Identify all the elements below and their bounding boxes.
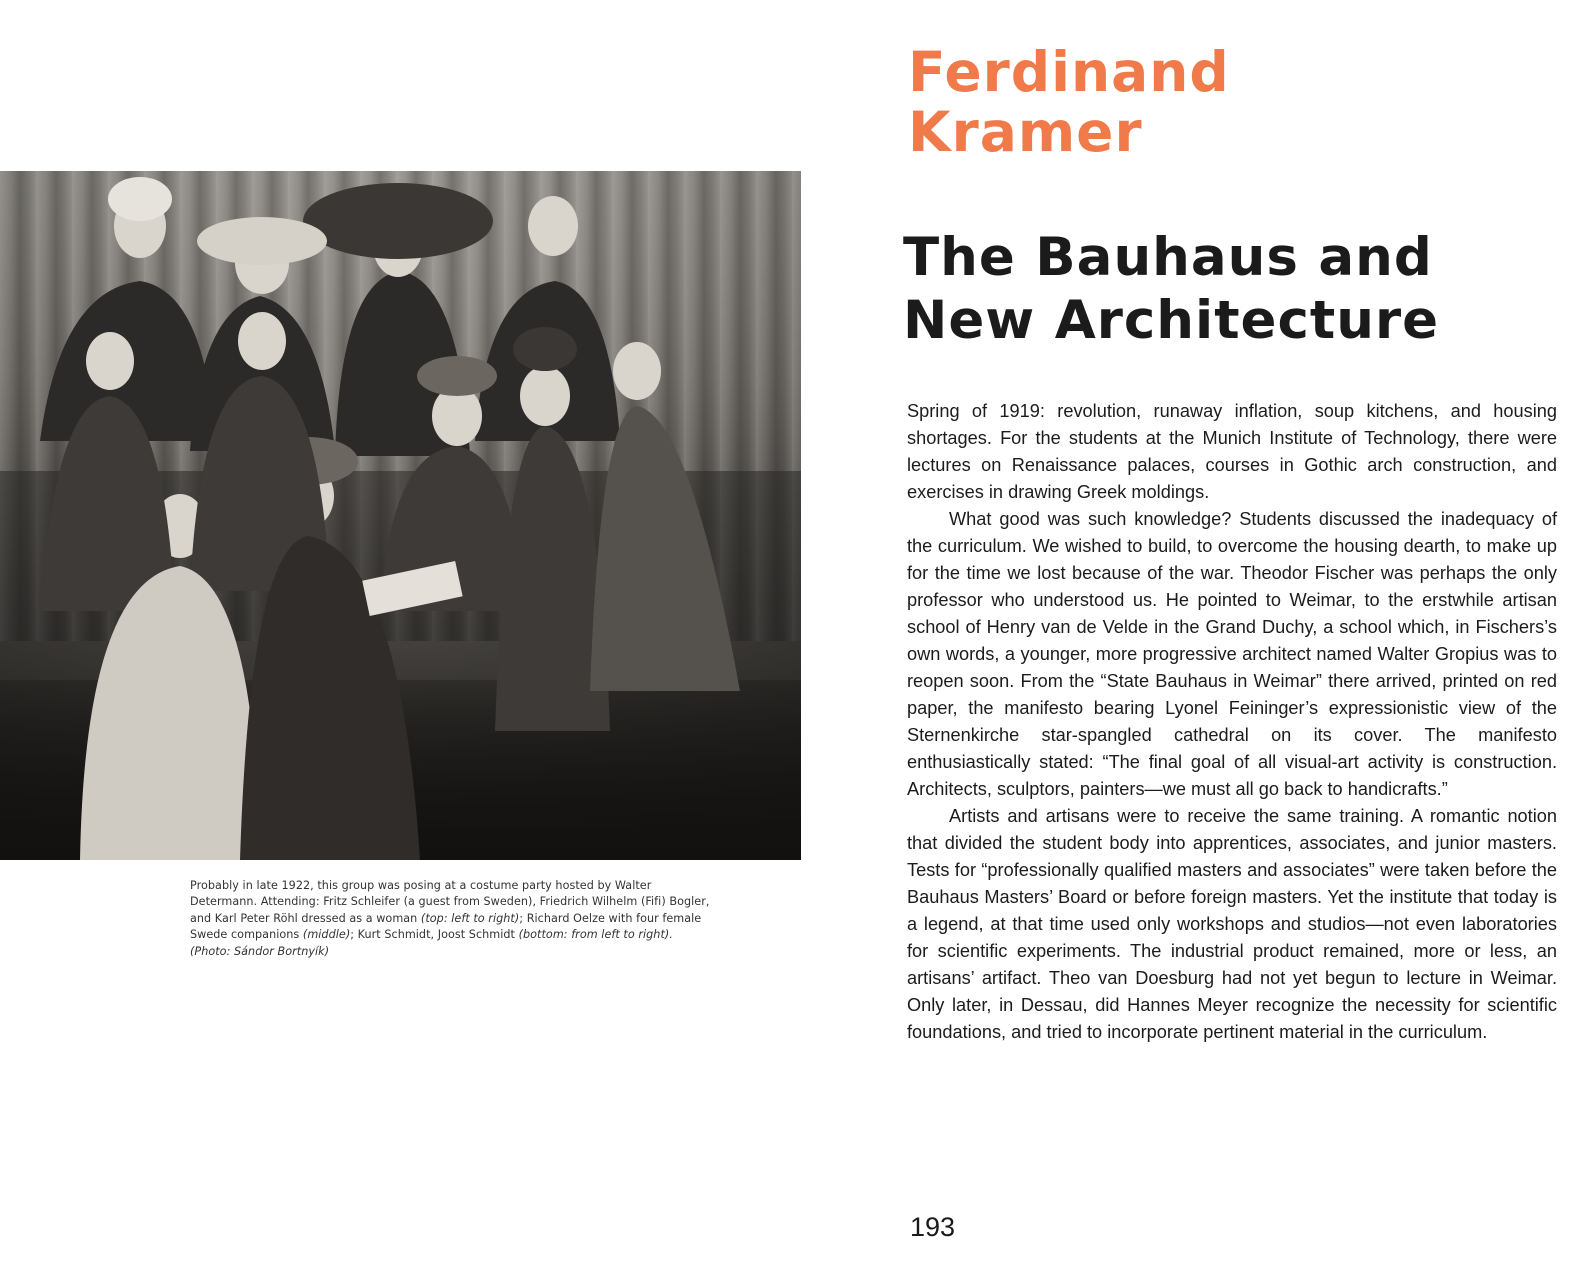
author-first-name: Ferdinand [908, 40, 1230, 104]
paragraph-3: Artists and artisans were to receive the same training. A romantic notion that divided the student body into apprentices, associates, and junior masters. Tests for “professionally qualified masters and associates” were taken before the Bauhaus Masters’ Board or before foreign masters. Yet the institute that today is a legend, at that time used only workshops and studios—not even laboratories for scientific experiments. The industrial product remained, more or less, an artisans’ artifact. Theo van Doesburg had not yet begun to lecture in Weimar. Only later, in Dessau, did Hannes Meyer recognize the necessity for scientific foundations, and tried to incorporate pertinent material in the curriculum. [907, 806, 1557, 1042]
chapter-title [903, 226, 1439, 352]
caption-text-2: (top: left to right) [420, 911, 520, 925]
caption-text-5: ; Kurt Schmidt, Joost Schmidt [350, 928, 519, 942]
author-name [908, 42, 1230, 162]
caption-text-1: Probably in late 1922, this group was posing at a costume party hosted by Walter Determann. Attending: Fritz Schleifer (a guest from Sweden), Friedrich Wilhelm (Fifi) Bogler, and Karl Peter Röhl dressed as a woman [190, 879, 710, 925]
paragraph-2: What good was such knowledge? Students discussed the inadequacy of the curriculum. We wished to build, to overcome the housing dearth, to make up for the time we lost because of the war. Theodor Fischer was perhaps the only professor who understood us. He pointed to Weimar, to the erstwhile artisan school of Henry van de Velde in the Grand Duchy, a school which, in Fischers’s own words, a younger, more progressive architect named Walter Gropius was to reopen soon. From the “State Bauhaus in Weimar” there arrived, printed on red paper, the manifesto bearing Lyonel Feininger’s expressionistic view of the Sternenkirche star-spangled cathedral on its cover. The manifesto enthusiastically stated: “The final goal of all visual-art activity is construction. Architects, sculptors, painters—we must all go back to handicrafts.” [907, 509, 1557, 799]
paragraph-1: Spring of 1919: revolution, runaway inflation, soup kitchens, and housing shortages. For the students at the Munich Institute of Technology, there were lectures on Renaissance palaces, courses in Gothic arch construction, and exercises in drawing Greek moldings. [907, 401, 1557, 502]
photo-caption [190, 878, 710, 960]
chapter-title-line-1: The Bauhaus and [903, 227, 1433, 288]
caption-text-6: (bottom: from left to right). (Photo: Sándor Bortnyík) [190, 928, 673, 958]
page-number: 193 [910, 1212, 956, 1242]
group-photo [0, 171, 801, 860]
body-text [907, 398, 1557, 1046]
author-last-name: Kramer [908, 100, 1143, 164]
caption-text-4: (middle) [302, 928, 351, 942]
caption-text-3: ; Richard Oelze with four female Swede companions [190, 911, 702, 942]
photo-figures [0, 171, 801, 860]
chapter-title-line-2: New Architecture [903, 290, 1440, 351]
